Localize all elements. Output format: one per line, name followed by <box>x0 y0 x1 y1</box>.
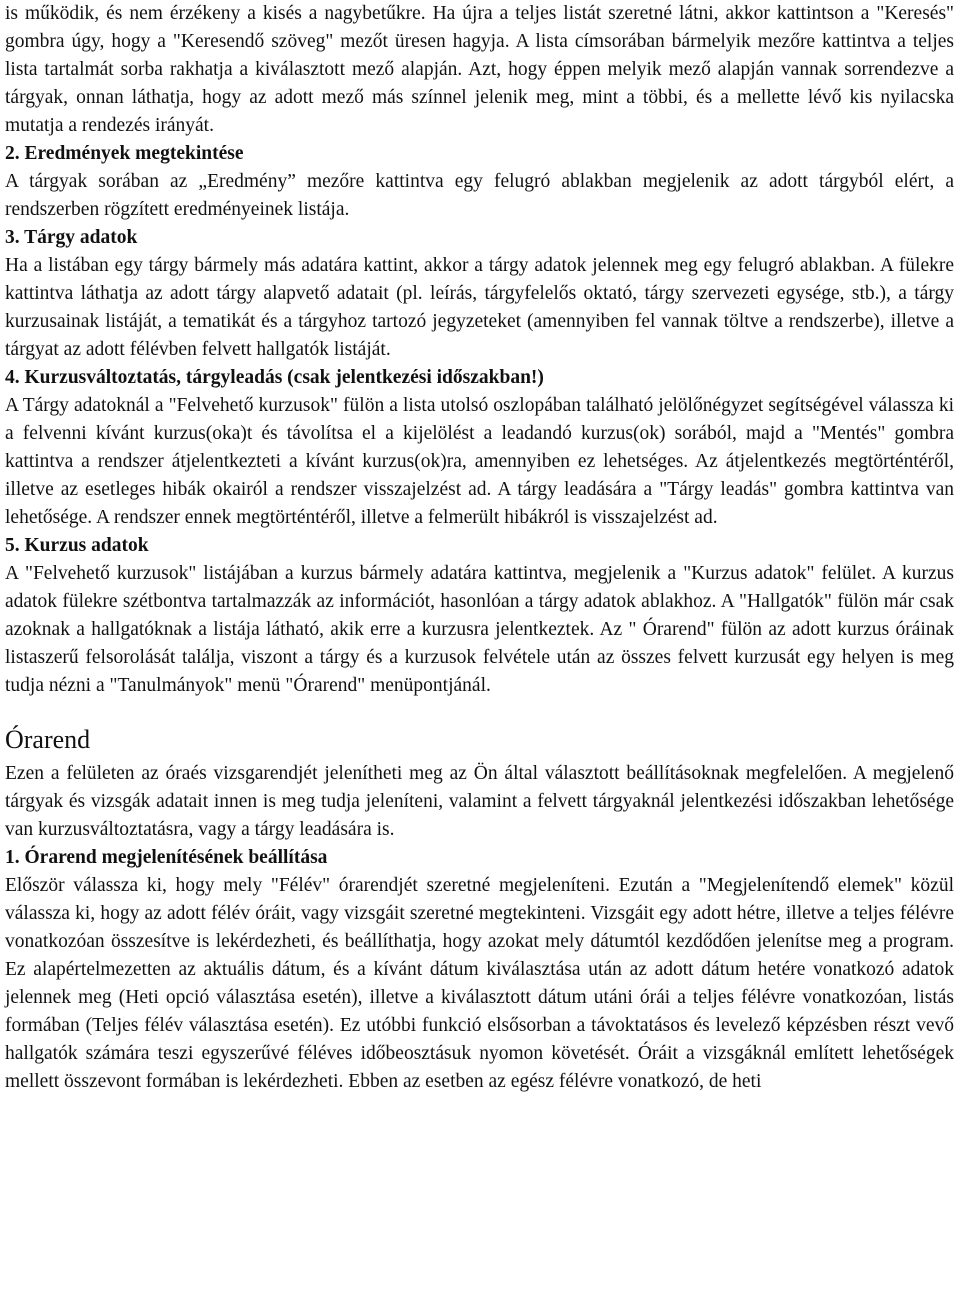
paragraph-course-data: A "Felvehető kurzusok" listájában a kurzus bármely adatára kattintva, megjelenik a "Kurzus adatok" felület. A kurzus adatok fülekre szétbontva tartalmazzák az információt, hasonlóan a tárgy adatok ablakhoz. A "Hallgatók" fülön már csak azoknak a hallgatóknak a listája látható, akik erre a kurzusra jelentkeztek. Az " Órarend" fülön az adott kurzus óráinak listaszerű felsorolását találja, viszont a tárgy és a kurzusok felvétele után az összes felvett kurzusát egy helyen is meg tudja nézni a "Tanulmányok" menü "Órarend" menüpontjánál. <box>5 563 954 696</box>
paragraph-course-change: A Tárgy adatoknál a "Felvehető kurzusok" fülön a lista utolsó oszlopában található jelölőnégyzet segítségével válassza ki a felvenni kívánt kurzus(oka)t és távolítsa el a kijelölést a leadandó kurzus(ok) sorából, majd a "Mentés" gombra kattintva a rendszer átjelentkezteti a kívánt kurzus(ok)ra, amennyiben ez lehetséges. Az átjelentkezés megtörténtéről, illetve az esetleges hibák okairól a rendszer visszajelzést ad. A tárgy leadására a "Tárgy leadás" gombra kattintva van lehetősége. A rendszer ennek megtörténtéről, illetve a felmerült hibákról is visszajelzést ad. <box>5 395 954 528</box>
paragraph-subject-data: Ha a listában egy tárgy bármely más adatára kattint, akkor a tárgy adatok jelennek meg egy felugró ablakban. A fülekre kattintva láthatja az adott tárgy alapvető adatait (pl. leírás, tárgyfelelős oktató, tárgy szervezeti egysége, stb.), a tárgy kurzusainak listáját, a tematikát és a tárgyhoz tartozó jegyzeteket (amennyiben fel vannak töltve a rendszerbe), illetve a tárgyat az adott félévben felvett hallgatók listáját. <box>5 255 954 360</box>
paragraph-list-sorting: is működik, és nem érzékeny a kisés a nagybetűkre. Ha újra a teljes listát szeretné látni, akkor kattintson a "Keresés" gombra úgy, hogy a "Keresendő szöveg" mezőt üresen hagyja. A lista címsorában bármelyik mezőre kattintva a teljes lista tartalmát sorba rakhatja a kiválasztott mező alapján. Azt, hogy éppen melyik mező alapján vannak sorrendezve a tárgyak, onnan láthatja, hogy az adott mező más színnel jelenik meg, mint a többi, és a mellette lévő kis nyilacska mutatja a rendezés irányát. <box>5 3 954 136</box>
heading-course-change: 4. Kurzusváltoztatás, tárgyleadás (csak jelentkezési időszakban!) <box>5 367 544 388</box>
heading-subject-data: 3. Tárgy adatok <box>5 227 138 248</box>
paragraph-results: A tárgyak sorában az „Eredmény” mezőre kattintva egy felugró ablakban megjelenik az adott tárgyból elért, a rendszerben rögzített eredményeinek listája. <box>5 171 954 220</box>
heading-course-data: 5. Kurzus adatok <box>5 535 149 556</box>
heading-results: 2. Eredmények megtekintése <box>5 143 244 164</box>
heading-timetable-settings: 1. Órarend megjelenítésének beállítása <box>5 847 328 868</box>
section-title-timetable: Órarend <box>5 725 91 754</box>
section-spacer <box>5 700 954 720</box>
paragraph-timetable-intro: Ezen a felületen az óraés vizsgarendjét jelenítheti meg az Ön által választott beállításoknak megfelelően. A megjelenő tárgyak és vizsgák adatait innen is meg tudja jeleníteni, valamint a felvett tárgyaknál jelentkezési időszakban lehetősége van kurzusváltoztatásra, vagy a tárgy leadására is. <box>5 763 954 840</box>
paragraph-timetable-settings: Először válassza ki, hogy mely "Félév" órarendjét szeretné megjeleníteni. Ezután a "Megjelenítendő elemek" közül válassza ki, hogy az adott félév óráit, vagy vizsgáit szeretné megtekinteni. Vizsgáit egy adott hétre, illetve a teljes félévre vonatkozóan összesítve is lekérdezheti, és beállíthatja, hogy azokat mely dátumtól kezdődően jelenítse meg a program. Ez alapértelmezetten az aktuális dátum, és a kívánt dátum kiválasztása után az adott dátum hetére vonatkozó adatok jelennek meg (Heti opció választása esetén), illetve a kiválasztott dátum utáni órái a teljes félévre vonatkozóan, listás formában (Teljes félév választása esetén). Ez utóbbi funkció elsősorban a távoktatásos és levelező képzésben részt vevő hallgatók számára teszi egyszerűvé féléves időbeosztásuk nyomon követését. Óráit a vizsgáknál említett lehetőségek mellett összevont formában is lekérdezheti. Ebben az esetben az egész félévre vonatkozó, de heti <box>5 875 954 1092</box>
